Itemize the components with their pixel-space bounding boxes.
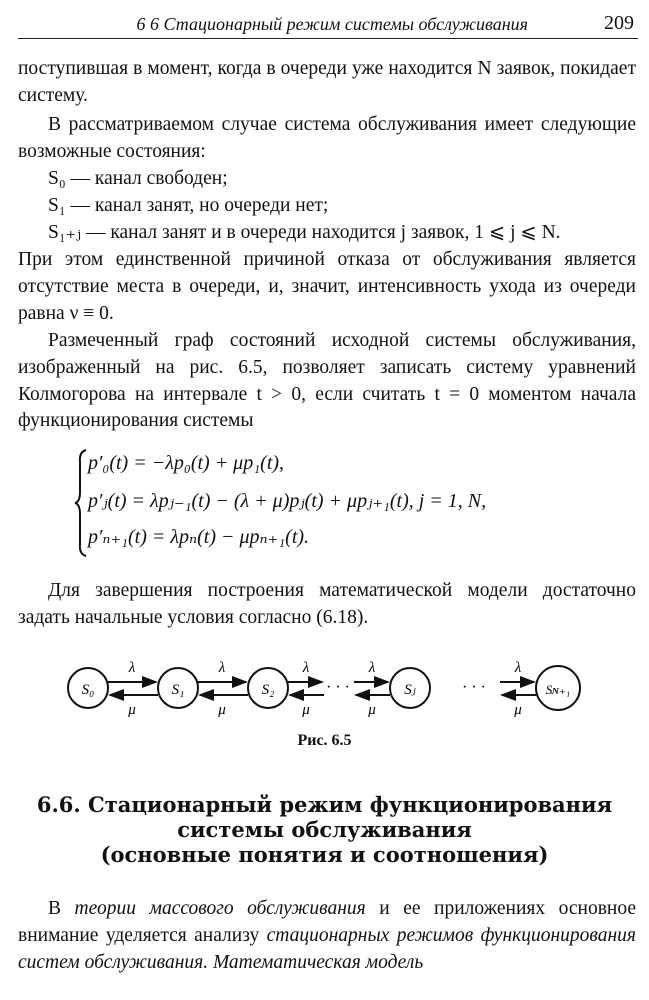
p6-text: В xyxy=(48,898,75,919)
paragraph-1: поступившая в момент, когда в очереди уже находится N заявок, покидает систему. xyxy=(18,58,636,106)
figure-caption: Рис. 6.5 xyxy=(297,732,352,749)
kolmogorov-equations xyxy=(74,448,594,560)
running-header xyxy=(18,12,638,39)
equation-2: p′ⱼ(t) = λpⱼ₋₁(t) − (λ + μ)pⱼ(t) + μpⱼ₊₁(t), j = 1, N, xyxy=(88,490,487,512)
mu-label: μ xyxy=(514,702,522,718)
mu-label: μ xyxy=(368,702,376,718)
state-node-s0 xyxy=(68,668,108,708)
state-node-sj xyxy=(390,668,430,708)
lambda-label: λ xyxy=(218,660,226,676)
state-graph xyxy=(60,652,590,724)
ellipsis: · · · xyxy=(462,679,486,696)
state-s0: S₀ — канал свободен; xyxy=(48,168,228,189)
lambda-label: λ xyxy=(514,660,522,676)
lambda-label: λ xyxy=(128,660,136,676)
lambda-label: λ xyxy=(302,660,310,676)
section-heading xyxy=(0,792,649,867)
state-label: S₁ xyxy=(171,682,185,698)
state-node-sn1 xyxy=(536,666,580,710)
paragraph-4: Размеченный граф состояний исходной системы обслуживания, изображенный на рис. 6.5, позволяет записать систему уравнений Колмогорова на интервале t > 0, если считать t = 0 моментом начала функционирования системы xyxy=(18,330,636,432)
header-title: 6 6 Стационарный режим системы обслуживания xyxy=(136,14,528,34)
lambda-label: λ xyxy=(368,660,376,676)
p6-text: и ее приложениях основное внимание уделяется анализу xyxy=(18,898,636,946)
section-heading-line-1: 6.6. Стационарный режим функционирования xyxy=(36,792,613,817)
mu-label: μ xyxy=(128,702,136,718)
state-label: S₀ xyxy=(81,682,95,698)
paragraph-5: Для завершения построения математической модели достаточно задать начальные условия согласно (6.18). xyxy=(18,580,636,628)
state-label: Sɴ₊₁ xyxy=(545,682,571,697)
left-brace xyxy=(74,448,88,558)
state-node-s2 xyxy=(248,668,288,708)
mu-label: μ xyxy=(302,702,310,718)
ellipsis: · · · xyxy=(326,679,350,696)
state-node-s1 xyxy=(158,668,198,708)
section-heading-line-2: системы обслуживания xyxy=(177,817,472,842)
section-heading-line-3: (основные понятия и соотношения) xyxy=(100,842,549,867)
p6-emphasis-1: теории массового обслуживания xyxy=(74,898,366,919)
state-label: Sⱼ xyxy=(404,682,416,698)
mu-label: μ xyxy=(218,702,226,718)
p6-emphasis-2: стационарных режимов функционирования систем обслуживания. Математическая модель xyxy=(18,924,636,973)
page-number: 209 xyxy=(604,12,634,34)
state-s1j: S₁₊ⱼ — канал занят и в очереди находится j заявок, 1 ⩽ j ⩽ N. xyxy=(48,222,561,243)
paragraph-3: При этом единственной причиной отказа от обслуживания является отсутствие места в очереди, и, значит, интенсивность ухода из очереди равна ν ≡ 0. xyxy=(18,249,636,324)
paragraph-6 xyxy=(18,896,636,976)
equation-3: p′ₙ₊₁(t) = λpₙ(t) − μpₙ₊₁(t). xyxy=(88,526,310,548)
state-s1: S₁ — канал занят, но очереди нет; xyxy=(48,195,329,216)
state-label: S₂ xyxy=(261,682,275,698)
paragraph-2: В рассматриваемом случае система обслуживания имеет следующие возможные состояния: xyxy=(18,114,636,162)
equation-1: p′₀(t) = −λp₀(t) + μp₁(t), xyxy=(88,452,285,474)
